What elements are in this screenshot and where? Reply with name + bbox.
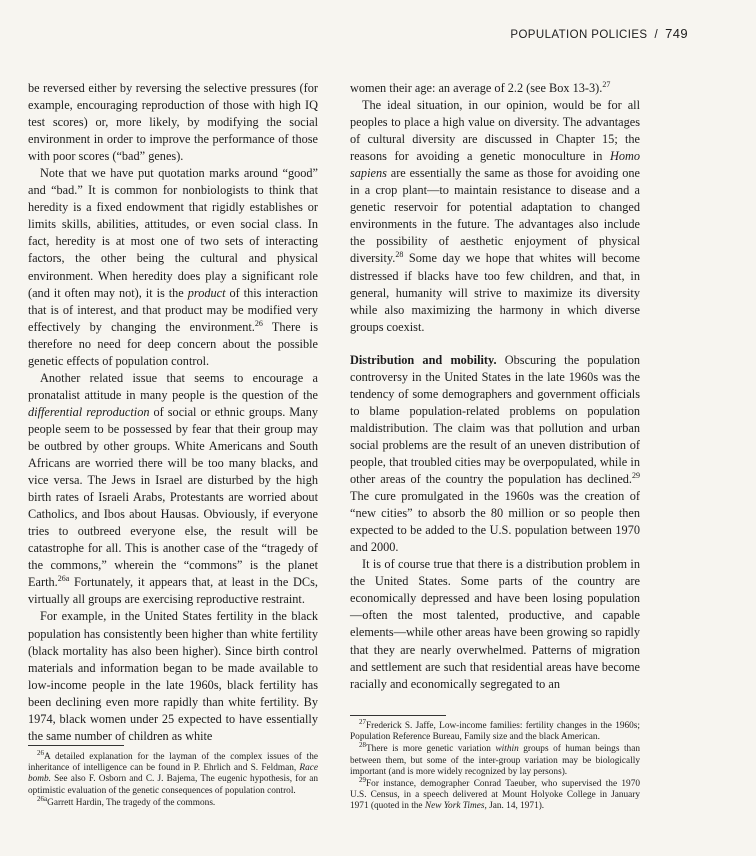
text-run: For instance, demographer Conrad Taeuber, who supervised the 1970 U.S. Census, in a speech delivered at Mount Holyoke College in January 1971 (quoted in the	[350, 779, 640, 812]
text-run: Frederick S. Jaffe, Low-income families: fertility changes in the 1960s; Population Reference Bureau, Family size and the black American.	[350, 721, 640, 743]
footnotes-left	[28, 748, 318, 810]
footnote-ref: 28	[395, 250, 404, 260]
footnote-rule	[28, 745, 124, 746]
emphasis: differential reproduction	[28, 404, 150, 419]
text-run: A detailed explanation for the layman of the complex issues of the inheritance of intelligence can be found in P. Ehrlich and S. Feldman,	[28, 752, 318, 774]
running-title: POPULATION POLICIES	[510, 29, 648, 41]
footnote-rule	[350, 715, 446, 716]
text-run: Garrett Hardin, The tragedy of the commons.	[47, 797, 216, 808]
paragraph: For example, in the United States fertility in the black population has consistently been higher than white fertility (black mortality has also been higher). Since birth control materials and information began to be made available to low-income people in the late 1960s, black fertility has been declining even more rapidly than white fertility. By 1974, black women under 25 expected to have essentially the same number of children as white	[28, 609, 318, 743]
paragraph: be reversed either by reversing the selective pressures (for example, encouraging reproduction of those with high IQ test scores) or, more likely, by modifying the social environment in order to improve the performance of those with poor scores (“bad” genes).	[28, 81, 318, 164]
running-header	[510, 26, 688, 41]
footnotes-right	[350, 717, 640, 814]
footnote	[28, 748, 318, 797]
left-column	[28, 80, 318, 745]
emphasis: Homo sapiens	[350, 149, 640, 181]
emphasis: within	[495, 744, 519, 755]
footnote-ref: 26	[254, 318, 263, 328]
text-run: of social or ethnic groups. Many people seem to be possessed by fear that their group may be outbred by other groups. White Americans and South Africans are worried there will be too many blacks, and vice versa. The Jews in Israel are disturbed by the high birth rates of Israeli Arabs, Protestants are worried about Catholics, and Ibos about Hausas. Obviously, if everyone tries to outbreed everyone else, the result will be catastrophe for all. This is another case of the “tragedy of the commons,” wherein the “commons” is the planet Earth.	[28, 404, 318, 590]
text-run: Fortunately, it appears that, at least in the DCs, virtually all groups are exercising reproductive restraint.	[28, 575, 318, 607]
right-column	[350, 80, 640, 693]
header-separator: /	[654, 29, 659, 41]
page-number: 749	[665, 26, 688, 41]
paragraph	[350, 97, 640, 336]
text-run: Some day we hope that whites will become distressed if blacks have too few children, and that, in general, humanity will strive to maximize its diversity while also maximizing the harmony in which diverse groups coexist.	[350, 251, 640, 334]
text-run: Another related issue that seems to encourage a pronatalist attitude in many people is the question of the	[28, 370, 318, 402]
text-run: women their age: an average of 2.2 (see Box 13-3).	[350, 81, 603, 95]
emphasis: product	[187, 285, 226, 300]
footnote	[350, 717, 640, 743]
footnote-mark: 26	[37, 748, 44, 757]
paragraph	[28, 165, 318, 370]
text-run: groups of human beings than between them, but some of the inter-group variation may be biologically important (and is more widely recognized by lay persons).	[350, 744, 640, 777]
text-run: Note that we have put quotation marks around “good” and “bad.” It is common for nonbiologists to think that heredity is a fixed endowment that rigidly establishes or limits skills, abilities, attitudes, or even social class. In fact, heredity is at most one of two sets of interacting factors, the other being the cultural and physical environment. When heredity does play a significant role (and it often may not), it is the	[28, 166, 318, 300]
emphasis: New York Times	[424, 801, 485, 812]
text-run: are essentially the same as those for avoiding one in a crop plant—to maintain resistance to disease and a genetic reservoir for potential adaptation to changed environments in the future. The advantages also include the possibility of aesthetic enjoyment of physical diversity.	[350, 166, 640, 266]
footnote	[350, 741, 640, 778]
text-run: See also F. Osborn and C. J. Bajema, The eugenic hypothesis, for an optimistic evaluation of the genetic consequences of population control.	[28, 774, 318, 796]
footnote-mark: 26a	[37, 794, 48, 803]
footnote-ref: 26a	[57, 574, 70, 584]
footnote-ref: 27	[602, 79, 611, 89]
footnote-mark: 28	[359, 741, 366, 750]
text-run: There is more genetic variation	[366, 744, 496, 755]
section-paragraph	[350, 352, 640, 557]
footnote-ref: 29	[632, 470, 640, 480]
paragraph	[350, 80, 640, 97]
text-run: The ideal situation, in our opinion, would be for all peoples to place a high value on diversity. The advantages of cultural diversity are discussed in Chapter 15; the reasons for avoiding a genetic monoculture in	[350, 98, 640, 164]
section-heading: Distribution and mobility.	[350, 352, 497, 367]
text-run: , Jan. 14, 1971).	[484, 801, 545, 812]
text-run: of this interaction that is of interest, and that product may be modified very effectively by changing the environment.	[28, 285, 318, 334]
footnote	[350, 775, 640, 813]
text-run: The cure promulgated in the 1960s was the creation of “new cities” to absorb the 80 million or so people then expected to be added to the U.S. population between 1970 and 2000.	[350, 489, 640, 555]
footnote	[28, 794, 318, 809]
footnote-mark: 27	[359, 717, 366, 726]
paragraph: It is of course true that there is a distribution problem in the United States. Some parts of the country are economically depressed and have been losing population—often the most talented, productive, and capable elements—while other areas have been growing so rapidly that they are nearly overwhelmed. Patterns of migration and settlement are such that residential areas have become racially and economically segregated to an	[350, 557, 640, 691]
text-run: Obscuring the population controversy in the United States in the late 1960s was the tendency of some demographers and government officials to blame population-related problems on population maldistribution. The claim was that pollution and urban social problems are the result of an uneven distribution of people, that troubled cities may be overpopulated, while in other areas of the country the population has declined.	[350, 352, 640, 487]
emphasis: Race bomb.	[28, 763, 318, 785]
footnote-mark: 29	[359, 775, 366, 784]
text-run: There is therefore no need for deep concern about the possible genetic effects of population control.	[28, 319, 318, 368]
paragraph	[28, 370, 318, 609]
